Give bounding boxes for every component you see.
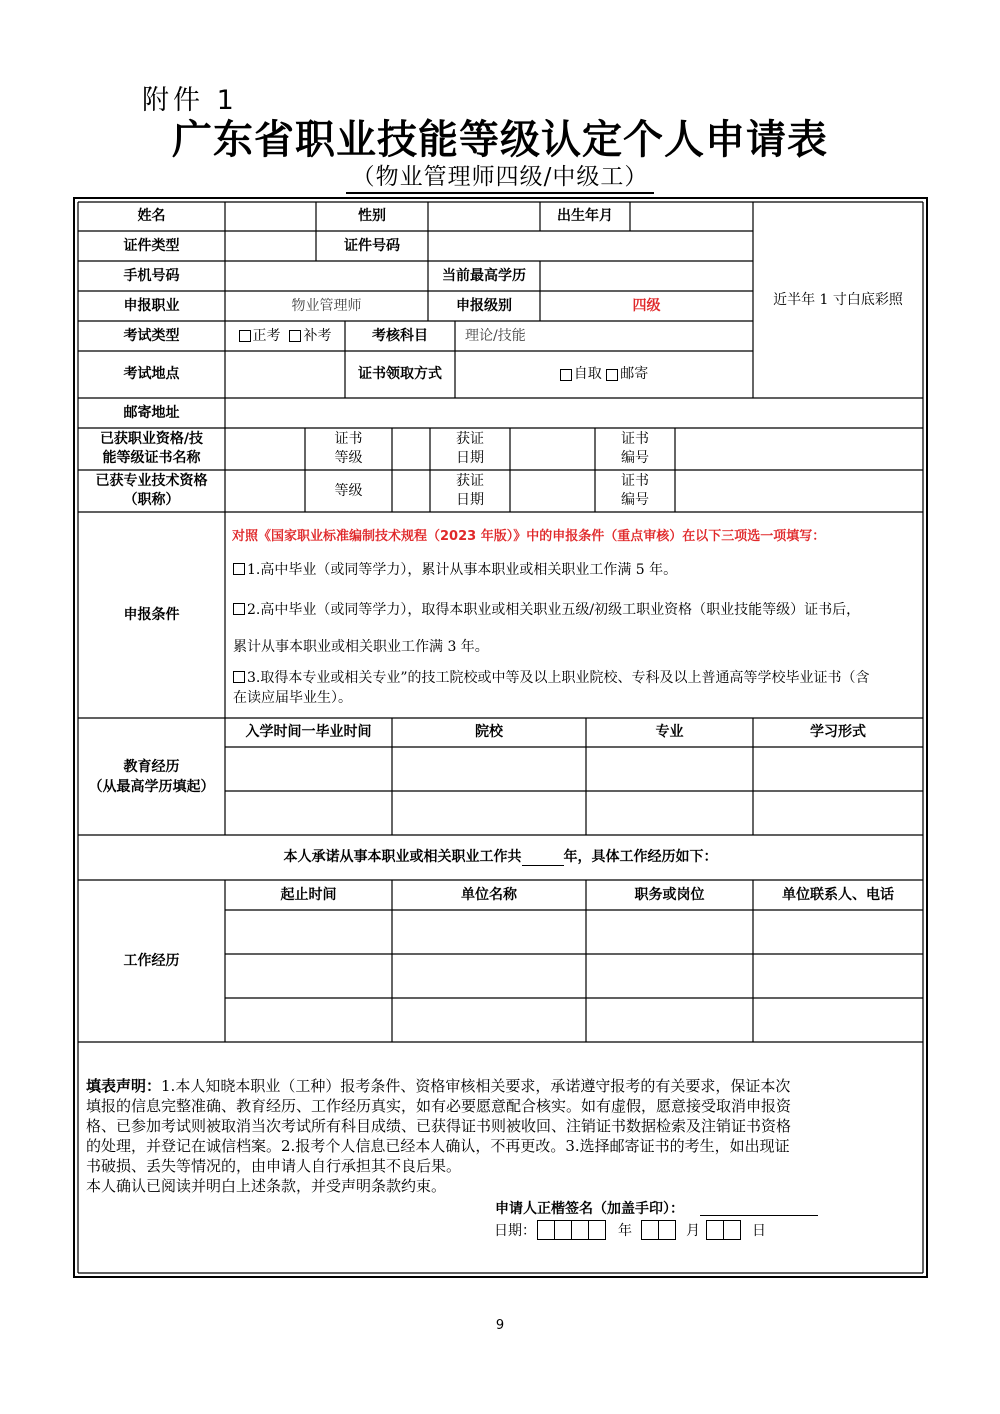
work-col-contact: 单位联系人、电话 xyxy=(782,886,894,903)
prof-title-label-line2: （职称） xyxy=(123,492,180,508)
obtained-date-field[interactable] xyxy=(510,428,595,470)
cert-number2-label xyxy=(595,470,675,512)
cert-level-label-line1: 证书 xyxy=(334,431,363,447)
education-section-label-line2: （从最高学历填起） xyxy=(88,778,215,795)
id-number-label: 证件号码 xyxy=(344,237,400,254)
declaration-line-4: 的处理，并登记在诚信档案。2.报考个人信息已经本人确认，不再更改。3.选择邮寄证书的考生，如出现证 xyxy=(86,1137,790,1155)
exam-type-makeup-label: 补考 xyxy=(303,327,332,344)
prof-title-field[interactable] xyxy=(225,470,305,512)
birth-label: 出生年月 xyxy=(557,208,613,224)
occupation-value: 物业管理师 xyxy=(291,297,362,314)
work-row-3[interactable] xyxy=(225,998,923,1042)
edu-col-period: 入学时间一毕业时间 xyxy=(245,724,372,740)
year-digit-2[interactable] xyxy=(554,1220,572,1240)
page-subtitle xyxy=(0,158,1000,194)
name-label: 姓名 xyxy=(137,208,166,224)
education-section-label xyxy=(78,718,225,835)
condition-item-2 xyxy=(233,601,860,619)
cert-level-label-line2: 等级 xyxy=(334,450,363,466)
work-col-employer: 单位名称 xyxy=(461,886,517,903)
month-label: 月 xyxy=(686,1223,700,1239)
declaration-line-1 xyxy=(86,1076,918,1096)
work-col-period: 起止时间 xyxy=(280,886,337,903)
id-type-field[interactable] xyxy=(225,231,316,261)
exam-type-regular-label: 正考 xyxy=(252,327,281,344)
day-label: 日 xyxy=(752,1223,766,1239)
obtained-date-label-line2: 日期 xyxy=(456,450,484,466)
photo-label: 近半年 1 寸白底彩照 xyxy=(773,291,903,308)
prev-cert-label xyxy=(78,428,225,470)
cert-number2-field[interactable] xyxy=(675,470,923,512)
condition-item-1-text: 1.高中毕业（或同等学力），累计从事本职业或相关职业工作满 5 年。 xyxy=(247,562,678,578)
work-commitment xyxy=(78,835,923,880)
condition-item-2-line2: 累计从事本职业或相关职业工作满 3 年。 xyxy=(233,639,489,655)
subject-label: 考核科目 xyxy=(372,327,428,344)
condition-item-2-line1: 2.高中毕业（或同等学力），取得本职业或相关职业五级/初级工职业资格（职业技能等级）证书后， xyxy=(247,602,861,618)
exam-site-label: 考试地点 xyxy=(123,366,180,382)
prev-cert-label-line1: 已获职业资格/技 xyxy=(99,431,204,447)
cert-mail-label: 邮寄 xyxy=(620,366,649,382)
work-commitment-prefix: 本人承诺从事本职业或相关职业工作共 xyxy=(283,849,522,865)
condition-1-checkbox[interactable] xyxy=(233,563,245,575)
cert-mail-checkbox[interactable] xyxy=(606,369,618,381)
edu-col-study-form: 学习形式 xyxy=(810,724,866,740)
birth-field[interactable] xyxy=(630,202,753,231)
id-type-label: 证件类型 xyxy=(123,237,180,254)
year-digit-1[interactable] xyxy=(537,1220,555,1240)
education-field[interactable] xyxy=(540,261,753,291)
gender-field[interactable] xyxy=(428,202,540,231)
page-title: 广东省职业技能等级认定个人申请表 xyxy=(172,117,828,163)
obtained-date2-label xyxy=(430,470,510,512)
signature-line[interactable] xyxy=(700,1215,818,1216)
condition-3-checkbox[interactable] xyxy=(233,671,245,683)
id-number-field[interactable] xyxy=(428,231,753,261)
grade-field[interactable] xyxy=(392,470,430,512)
education-section-label-line1: 教育经历 xyxy=(123,758,180,775)
condition-item-1 xyxy=(233,561,677,579)
prev-cert-label-line2: 能等级证书名称 xyxy=(102,450,201,466)
cert-level-label xyxy=(305,428,392,470)
month-digit-1[interactable] xyxy=(641,1220,659,1240)
signature-label: 申请人正楷签名（加盖手印）： xyxy=(495,1201,684,1217)
page-number: 9 xyxy=(495,1318,505,1333)
condition-item-3-line2: 在读应届毕业生）。 xyxy=(233,690,352,706)
exam-type-options xyxy=(225,321,345,351)
attachment-label: 附件 1 xyxy=(142,85,238,116)
work-row-2[interactable] xyxy=(225,954,923,998)
phone-label: 手机号码 xyxy=(123,267,180,284)
exam-type-makeup-checkbox[interactable] xyxy=(289,330,301,342)
year-digit-4[interactable] xyxy=(588,1220,606,1240)
date-label: 日期： xyxy=(494,1223,536,1239)
obtained-date2-label-line1: 获证 xyxy=(456,473,484,489)
level-value: 四级 xyxy=(632,297,661,314)
subtitle-text: （物业管理师四级/中级工） xyxy=(346,158,655,194)
mail-address-field[interactable] xyxy=(225,398,923,428)
work-commitment-suffix: 年，具体工作经历如下： xyxy=(563,849,718,865)
grade-label: 等级 xyxy=(334,482,363,499)
conditions-label: 申报条件 xyxy=(123,606,180,623)
declaration-line-6: 本人确认已阅读并明白上述条款，并受声明条款约束。 xyxy=(86,1177,447,1195)
cert-number-label-line2: 编号 xyxy=(621,450,649,466)
declaration-text xyxy=(86,1076,918,1196)
name-field[interactable] xyxy=(225,202,316,231)
condition-item-3-line1: 3.取得本专业或相关专业”的技工院校或中等及以上职业院校、专科及以上普通高等学校毕业证书（含 xyxy=(247,670,870,686)
obtained-date-label xyxy=(430,428,510,470)
prof-title-label-line1: 已获专业技术资格 xyxy=(95,473,208,489)
cert-number2-label-line2: 编号 xyxy=(621,492,649,508)
exam-site-field[interactable] xyxy=(225,351,345,398)
subject-value: 理论/技能 xyxy=(465,327,526,344)
obtained-date2-field[interactable] xyxy=(510,470,595,512)
obtained-date2-label-line2: 日期 xyxy=(456,492,484,508)
mail-address-label: 邮寄地址 xyxy=(123,404,180,421)
phone-field[interactable] xyxy=(225,261,428,291)
year-digit-3[interactable] xyxy=(571,1220,589,1240)
declaration-line-3: 格、已参加考试则被取消当次考试所有科目成绩、已获得证书则被收回、注销证书数据检索及注销证书资格 xyxy=(86,1117,792,1135)
condition-2-checkbox[interactable] xyxy=(233,603,245,615)
work-section-label: 工作经历 xyxy=(123,952,180,969)
cert-number-field[interactable] xyxy=(675,428,923,470)
work-col-position: 职务或岗位 xyxy=(634,886,705,903)
occupation-label: 申报职业 xyxy=(123,297,180,314)
cert-method-options xyxy=(455,351,753,398)
day-digit-1[interactable] xyxy=(706,1220,724,1240)
education-label: 当前最高学历 xyxy=(442,267,526,284)
edu-col-major: 专业 xyxy=(655,724,684,740)
cert-number-label-line1: 证书 xyxy=(621,431,649,447)
cert-number2-label-line1: 证书 xyxy=(621,473,649,489)
declaration-line-5: 书破损、丢失等情况的，由申请人自行承担其不良后果。 xyxy=(86,1157,462,1175)
obtained-date-label-line1: 获证 xyxy=(456,431,484,447)
prof-title-label xyxy=(78,470,225,512)
cert-pickup-label: 自取 xyxy=(573,366,602,382)
cert-level-field[interactable] xyxy=(392,428,430,470)
work-row-1[interactable] xyxy=(225,910,923,954)
declaration-heading: 填表声明： xyxy=(86,1077,162,1095)
exam-type-label: 考试类型 xyxy=(123,327,180,344)
day-digit-2[interactable] xyxy=(723,1220,741,1240)
level-label: 申报级别 xyxy=(456,297,512,314)
edu-row-2[interactable] xyxy=(225,791,923,835)
cert-method-label: 证书领取方式 xyxy=(358,366,442,382)
cert-pickup-checkbox[interactable] xyxy=(560,369,572,381)
photo-box[interactable] xyxy=(753,202,923,398)
work-years-blank[interactable] xyxy=(522,849,564,866)
year-label: 年 xyxy=(618,1223,632,1239)
declaration-line-1-text: 1.本人知晓本职业（工种）报考条件、资格审核相关要求，承诺遵守报考的有关要求，保证本次 xyxy=(161,1077,791,1095)
prev-cert-name-field[interactable] xyxy=(225,428,305,470)
cert-number-label xyxy=(595,428,675,470)
edu-row-1[interactable] xyxy=(225,747,923,791)
edu-col-school: 院校 xyxy=(475,724,503,740)
declaration-line-2: 填报的信息完整准确、教育经历、工作经历真实，如有必要愿意配合核实。如有虚假，愿意接受取消申报资 xyxy=(86,1097,792,1115)
gender-label: 性别 xyxy=(358,208,386,224)
month-digit-2[interactable] xyxy=(658,1220,676,1240)
conditions-instruction: 对照《国家职业标准编制技术规程（2023 年版）》中的申报条件（重点审核）在以下三项选一项填写： xyxy=(232,529,826,544)
condition-item-3 xyxy=(233,669,870,687)
exam-type-regular-checkbox[interactable] xyxy=(239,330,251,342)
